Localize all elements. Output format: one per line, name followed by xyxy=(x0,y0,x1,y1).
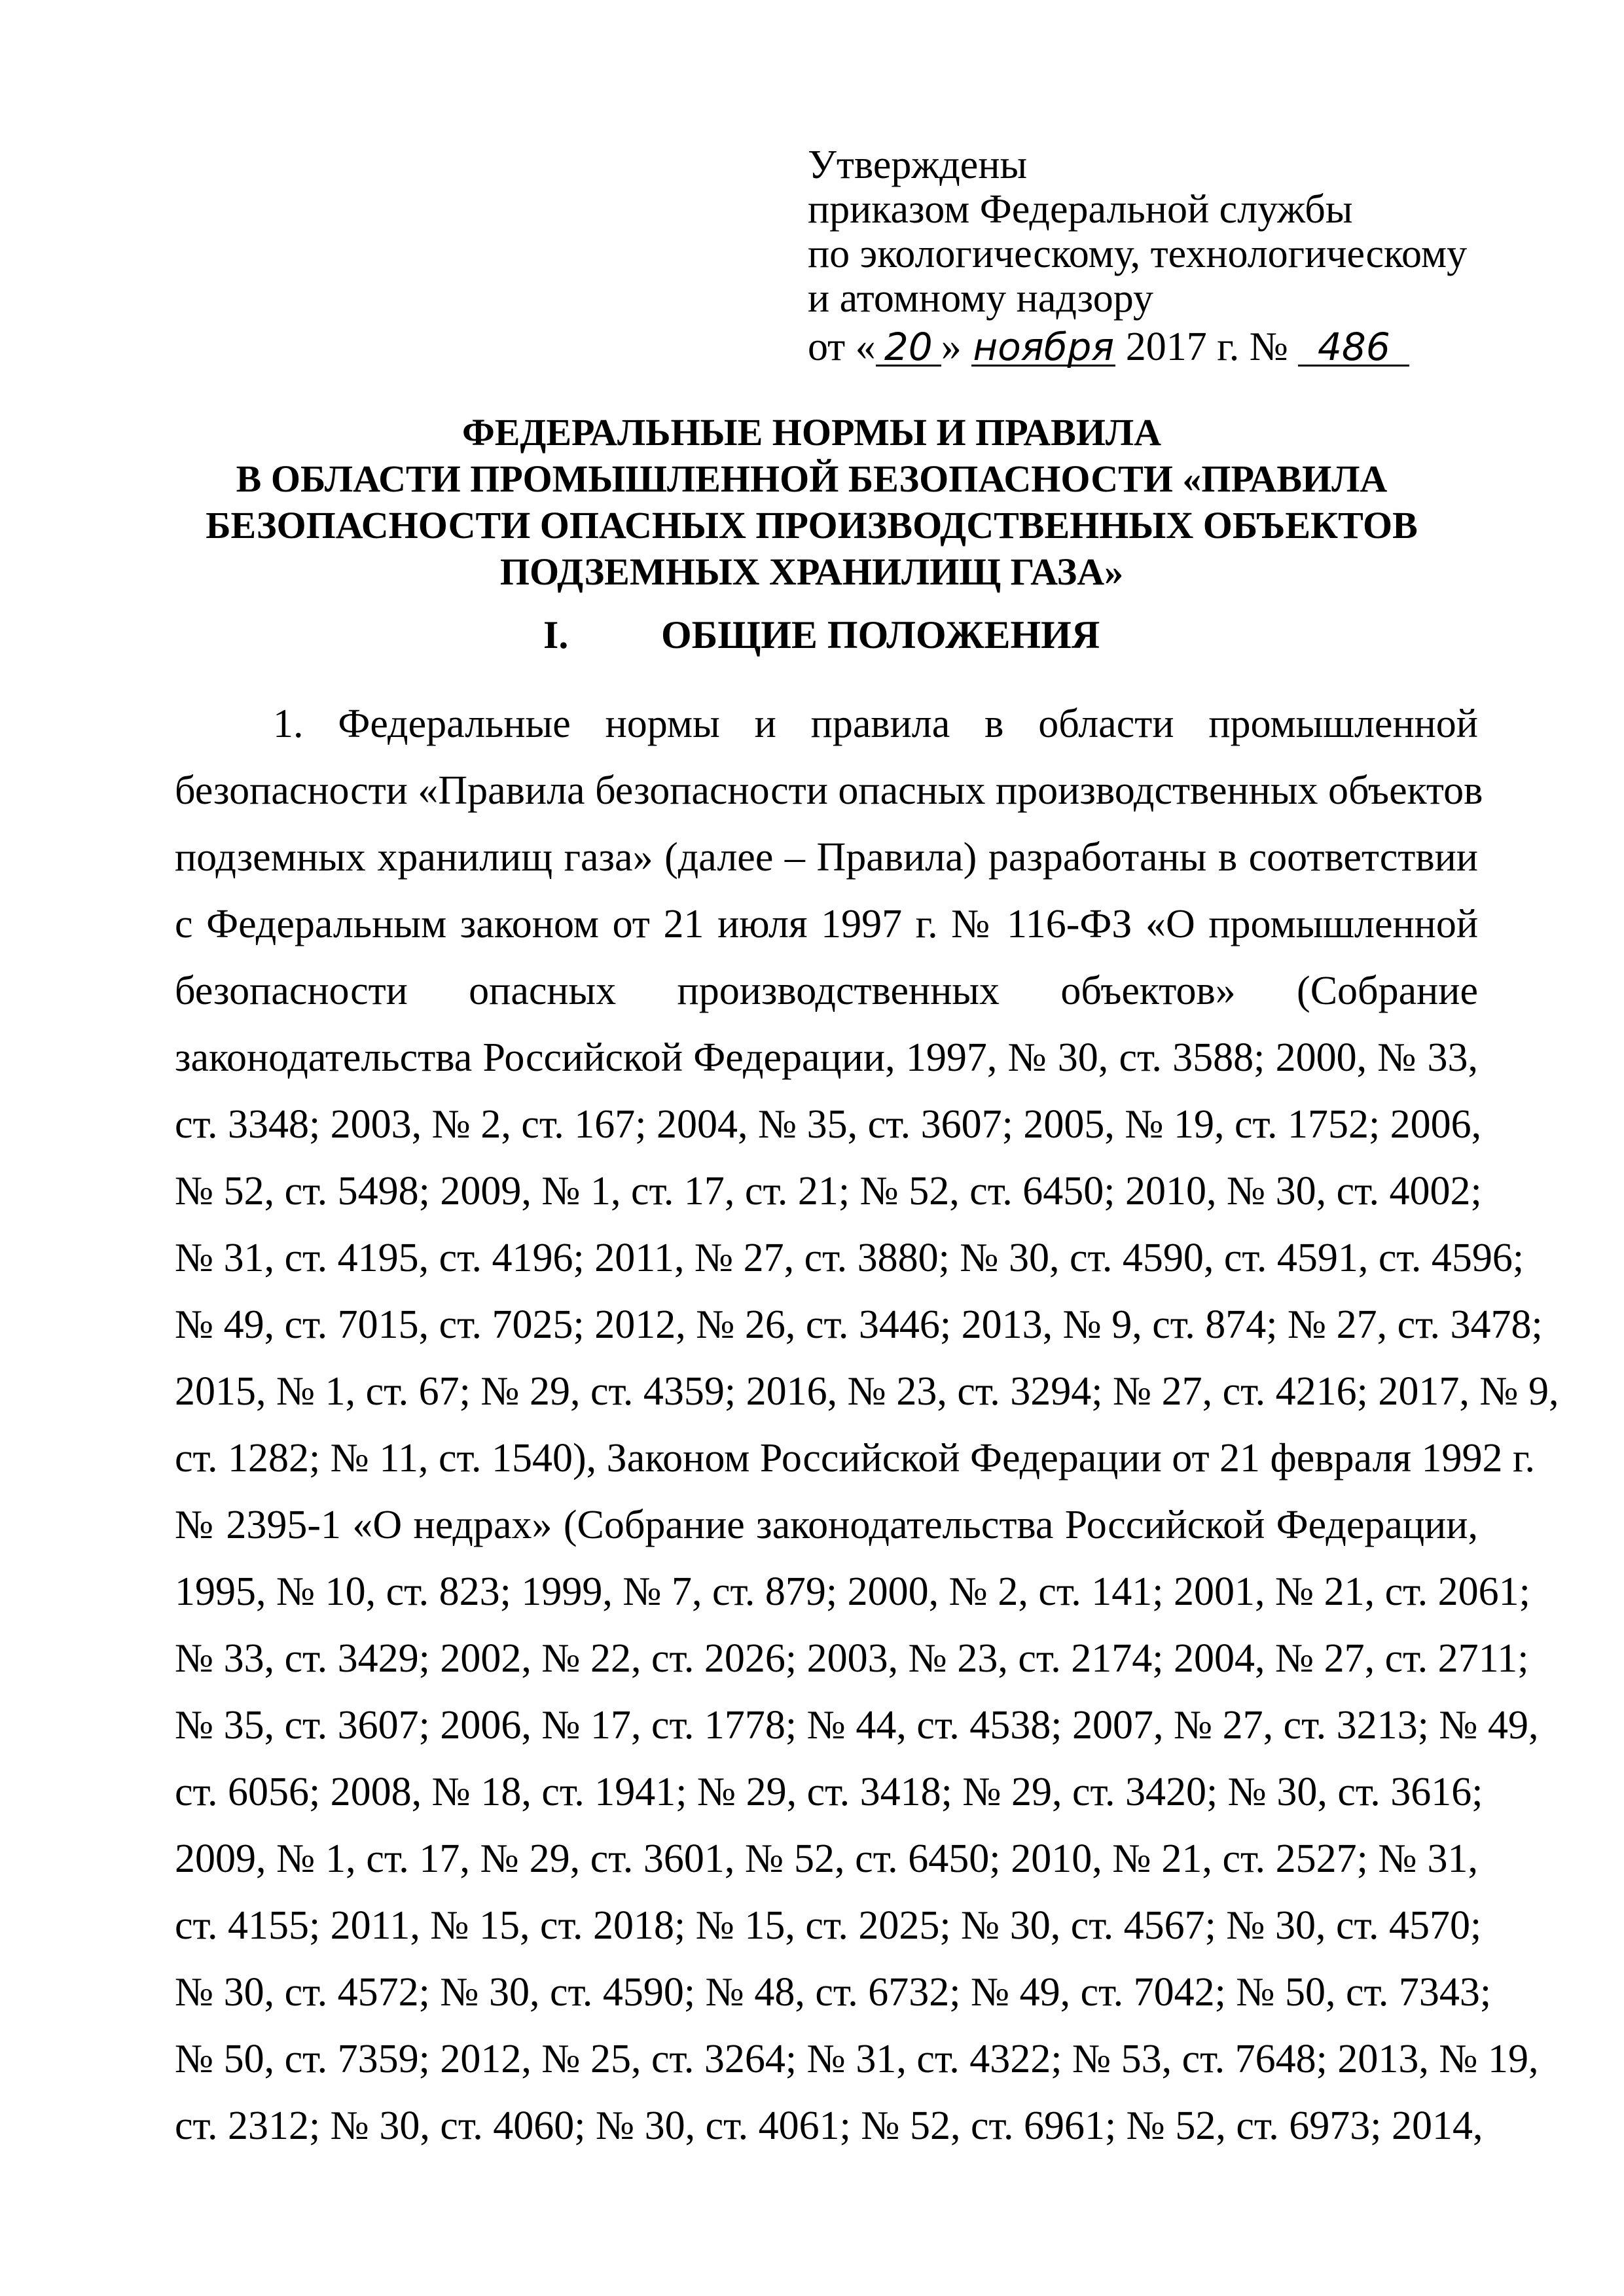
text-line: с Федеральным законом от 21 июля 1997 г. № 116-ФЗ «О промышленной xyxy=(175,902,1478,946)
year-and-number-label: 2017 г. № xyxy=(1125,325,1288,369)
approval-line: по экологическому, технологическому xyxy=(808,232,1468,276)
text-line: законодательства Российской Федерации, 1997, № 30, ст. 3588; 2000, № 33, xyxy=(175,1035,1478,1080)
title-line: В ОБЛАСТИ ПРОМЫШЛЕННОЙ БЕЗОПАСНОСТИ «ПРАВИЛА xyxy=(236,457,1388,500)
section-title: ОБЩИЕ ПОЛОЖЕНИЯ xyxy=(661,613,1100,656)
text-line: 2009, № 1, ст. 17, № 29, ст. 3601, № 52, ст. 6450; 2010, № 21, ст. 2527; № 31, xyxy=(175,1837,1478,1881)
text-line: 1. Федеральные нормы и правила в области промышленной xyxy=(273,702,1478,746)
section-number: I. xyxy=(543,613,569,656)
text-line: № 2395-1 «О недрах» (Собрание законодательства Российской Федерации, xyxy=(175,1503,1478,1547)
handwritten-month: ноября xyxy=(971,329,1115,367)
text-line: № 30, ст. 4572; № 30, ст. 4590; № 48, ст. 6732; № 49, ст. 7042; № 50, ст. 7343; xyxy=(175,1970,1492,2015)
handwritten-order-number: 486 xyxy=(1298,329,1409,367)
title-line: ФЕДЕРАЛЬНЫЕ НОРМЫ И ПРАВИЛА xyxy=(461,411,1162,454)
text-line: ст. 2312; № 30, ст. 4060; № 30, ст. 4061; № 52, ст. 6961; № 52, ст. 6973; 2014, xyxy=(175,2104,1483,2148)
text-line: безопасности опасных производственных объектов» (Собрание xyxy=(175,969,1478,1013)
text-line: № 31, ст. 4195, ст. 4196; 2011, № 27, ст. 3880; № 30, ст. 4590, ст. 4591, ст. 4596; xyxy=(175,1236,1525,1280)
text-line: безопасности «Правила безопасности опасных производственных объектов xyxy=(175,768,1483,813)
text-line: ст. 3348; 2003, № 2, ст. 167; 2004, № 35, ст. 3607; 2005, № 19, ст. 1752; 2006, xyxy=(175,1102,1482,1147)
section-heading xyxy=(543,612,1100,658)
text-line: ст. 4155; 2011, № 15, ст. 2018; № 15, ст. 2025; № 30, ст. 4567; № 30, ст. 4570; xyxy=(175,1903,1482,1948)
date-prefix: от « xyxy=(808,325,876,369)
text-line: № 33, ст. 3429; 2002, № 22, ст. 2026; 2003, № 23, ст. 2174; 2004, № 27, ст. 2711; xyxy=(175,1636,1529,1681)
text-line: 2015, № 1, ст. 67; № 29, ст. 4359; 2016, № 23, ст. 3294; № 27, ст. 4216; 2017, № 9, xyxy=(175,1369,1559,1414)
approval-line: Утверждены xyxy=(808,143,1028,187)
text-line: № 50, ст. 7359; 2012, № 25, ст. 3264; № 31, ст. 4322; № 53, ст. 7648; 2013, № 19, xyxy=(175,2037,1539,2081)
text-line: № 35, ст. 3607; 2006, № 17, ст. 1778; № 44, ст. 4538; 2007, № 27, ст. 3213; № 49, xyxy=(175,1703,1539,1748)
text-line: 1995, № 10, ст. 823; 1999, № 7, ст. 879; 2000, № 2, ст. 141; 2001, № 21, ст. 2061; xyxy=(175,1570,1530,1614)
title-line: БЕЗОПАСНОСТИ ОПАСНЫХ ПРОИЗВОДСТВЕННЫХ ОБЪЕКТОВ xyxy=(206,504,1418,547)
approval-line: приказом Федеральной службы xyxy=(808,187,1353,232)
text-line: ст. 6056; 2008, № 18, ст. 1941; № 29, ст. 3418; № 29, ст. 3420; № 30, ст. 3616; xyxy=(175,1770,1483,1814)
text-line: подземных хранилищ газа» (далее – Правила) разработаны в соответствии xyxy=(175,835,1478,880)
text-line: № 52, ст. 5498; 2009, № 1, ст. 17, ст. 21; № 52, ст. 6450; 2010, № 30, ст. 4002; xyxy=(175,1169,1482,1213)
title-line: ПОДЗЕМНЫХ ХРАНИЛИЩ ГАЗА» xyxy=(499,550,1124,593)
paragraph-1 xyxy=(175,691,1559,2159)
approval-block xyxy=(808,143,1593,369)
approval-date-line xyxy=(808,325,1593,369)
text-line: ст. 1282; № 11, ст. 1540), Законом Российской Федерации от 21 февраля 1992 г. xyxy=(175,1436,1535,1480)
approval-line: и атомному надзору xyxy=(808,276,1153,321)
date-close-quote: » xyxy=(941,325,962,369)
document-title xyxy=(151,409,1473,595)
handwritten-day: 20 xyxy=(876,329,941,367)
text-line: № 49, ст. 7015, ст. 7025; 2012, № 26, ст. 3446; 2013, № 9, ст. 874; № 27, ст. 3478; xyxy=(175,1302,1543,1347)
